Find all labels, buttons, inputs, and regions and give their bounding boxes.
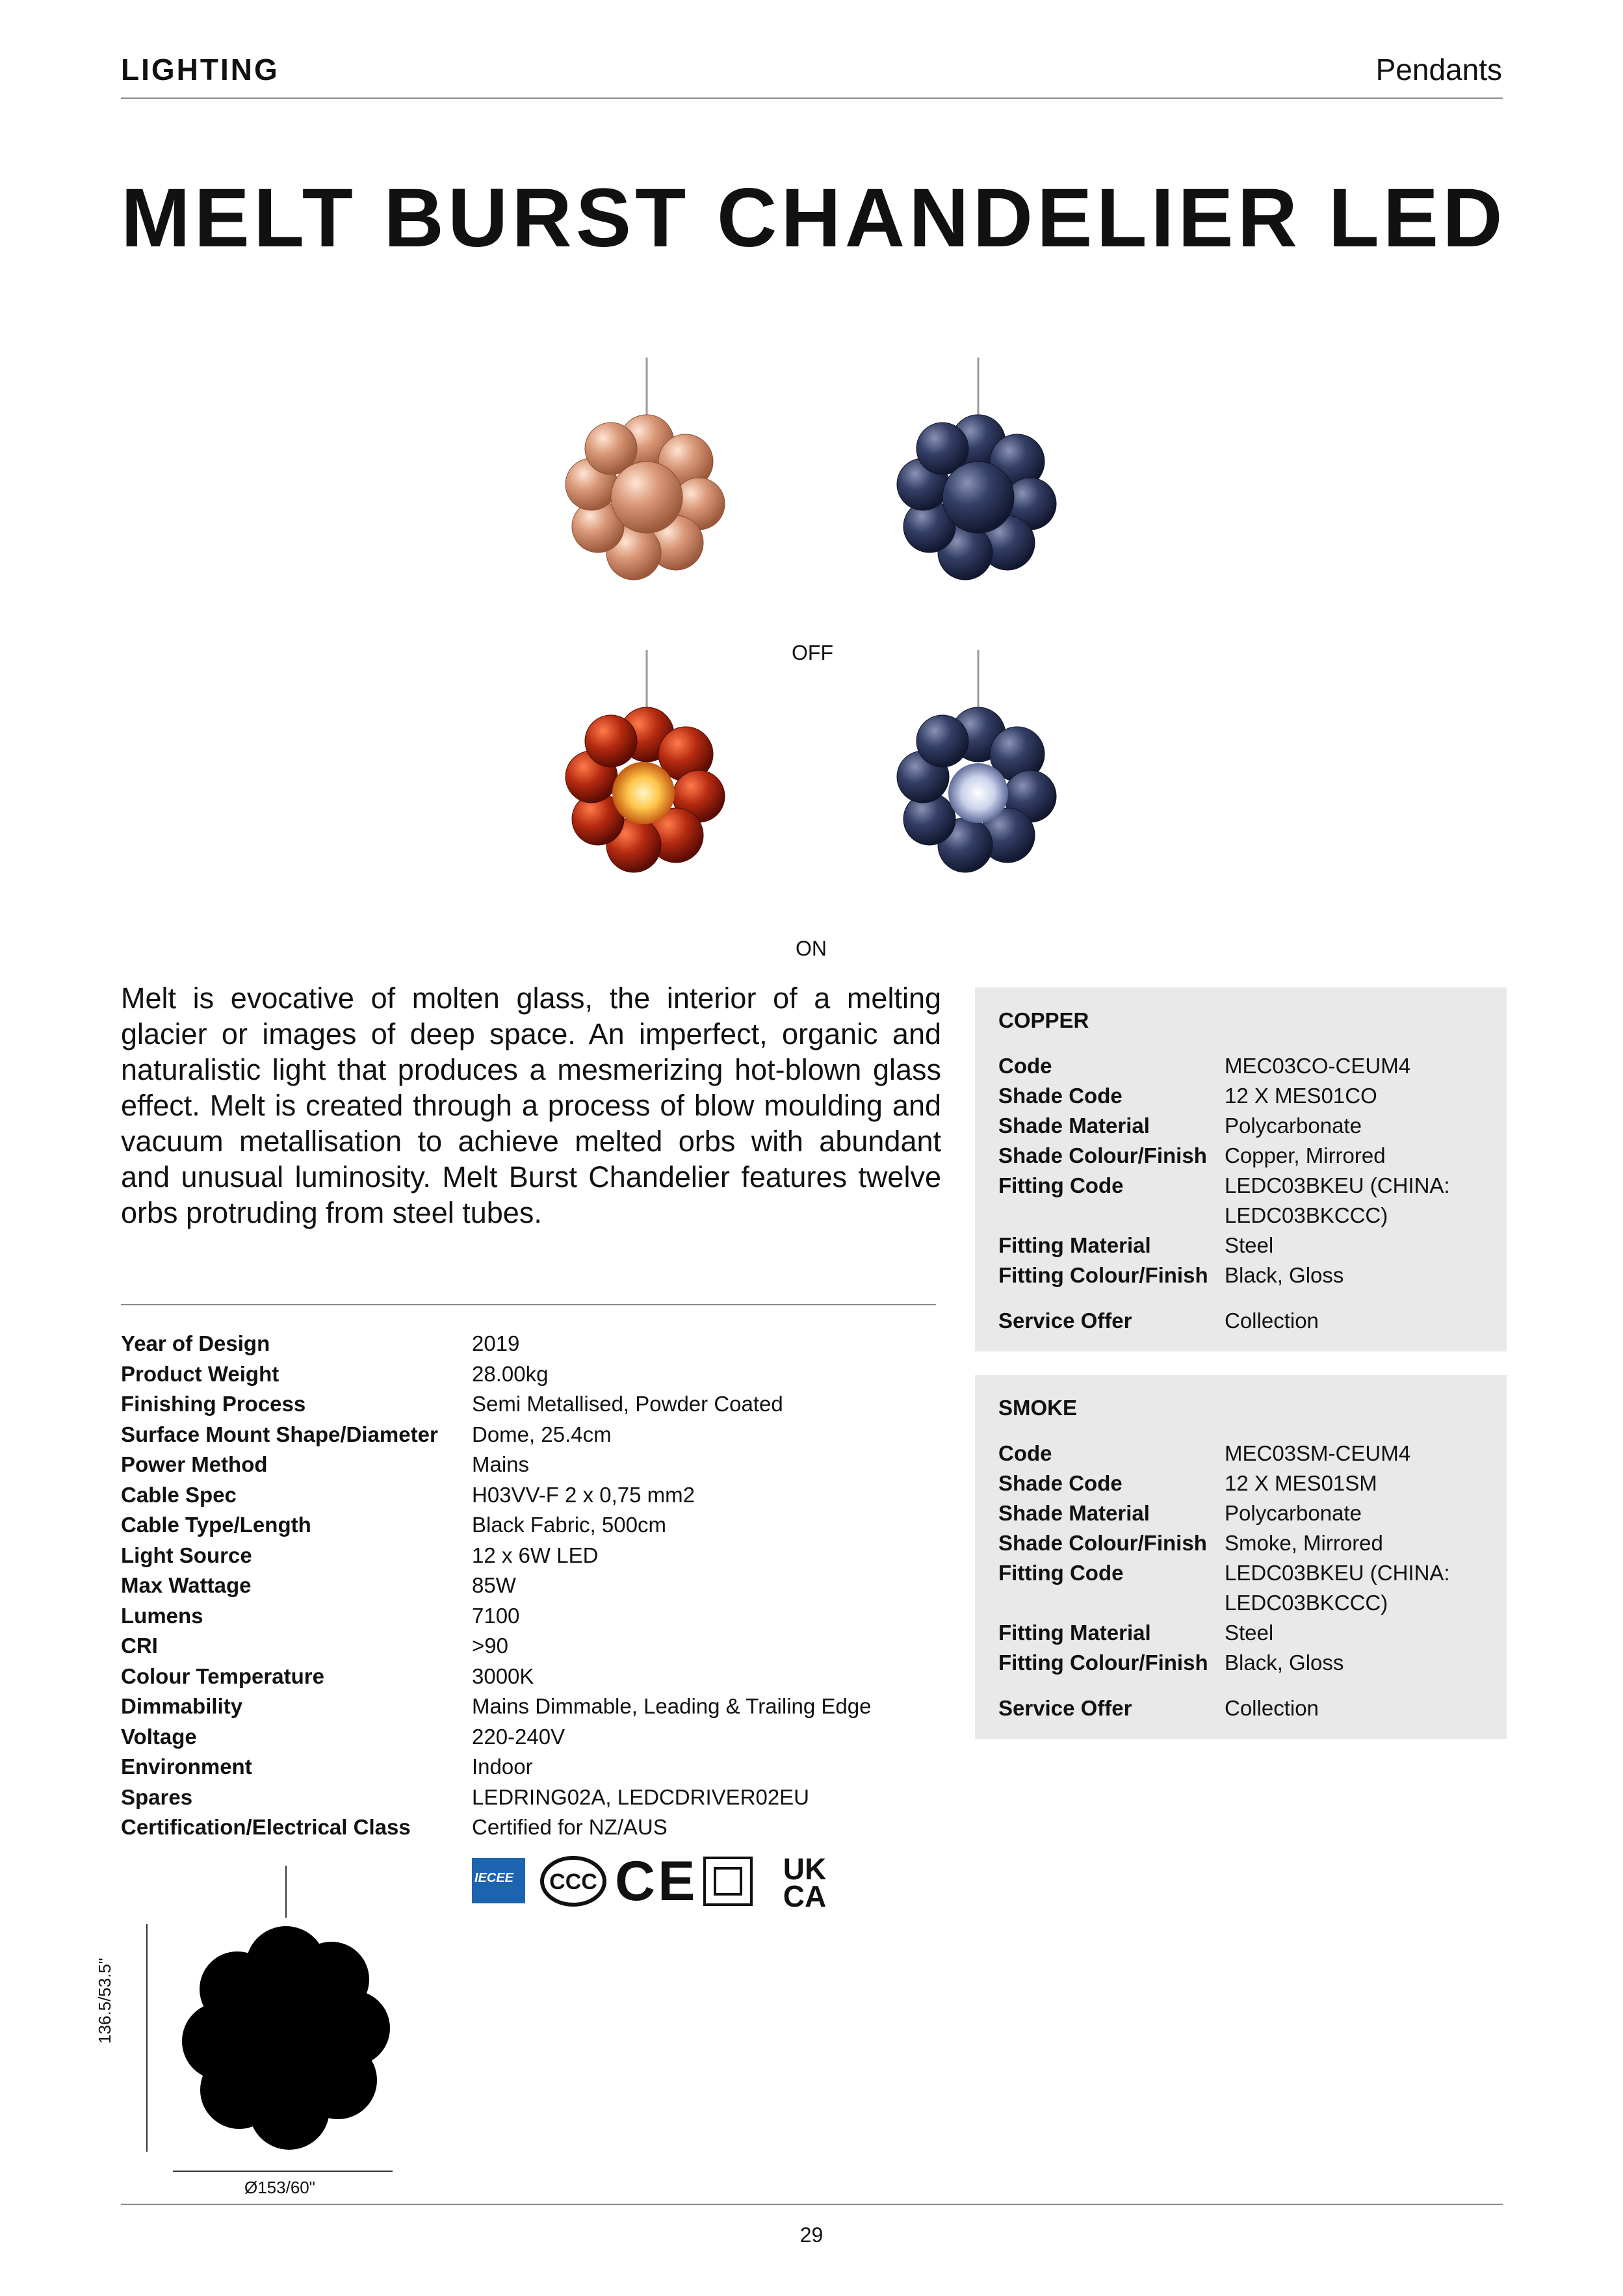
spec-value: Black Fabric, 500cm — [472, 1513, 666, 1537]
iecee-logo-text: IECEE — [474, 1871, 514, 1885]
spec-value: >90 — [472, 1634, 508, 1658]
copper-on-chandelier — [565, 650, 725, 872]
spec-value: 7100 — [472, 1603, 520, 1628]
variant-value: MEC03CO-CEUM4 — [1225, 1054, 1411, 1078]
variant-value: Steel — [1225, 1233, 1274, 1257]
variant-value: Copper, Mirrored — [1225, 1143, 1386, 1168]
product-images — [520, 358, 1105, 904]
spec-value: Mains — [472, 1452, 530, 1476]
spec-label: Max Wattage — [121, 1573, 252, 1597]
spec-label: Dimmability — [121, 1694, 243, 1718]
variant-label: Shade Code — [998, 1084, 1123, 1108]
section-label: Pendants — [1375, 53, 1502, 86]
spec-label: Product Weight — [121, 1361, 279, 1386]
variant-label: Fitting Colour/Finish — [998, 1650, 1208, 1675]
smoke-panel-title: SMOKE — [998, 1396, 1078, 1420]
variant-label: Fitting Code — [998, 1173, 1124, 1197]
variant-value-continued: LEDC03BKCCC) — [1225, 1591, 1388, 1615]
variant-value: 12 X MES01SM — [1225, 1471, 1377, 1495]
variant-label: Shade Colour/Finish — [998, 1531, 1207, 1555]
variant-value: Collection — [1225, 1696, 1319, 1720]
variant-value: Smoke, Mirrored — [1225, 1531, 1383, 1555]
smoke-off-chandelier — [897, 358, 1056, 580]
copper-off-chandelier — [565, 358, 725, 580]
variant-value: Polycarbonate — [1225, 1501, 1362, 1525]
category-label: LIGHTING — [121, 53, 279, 86]
spec-value: Certified for NZ/AUS — [472, 1815, 668, 1839]
spec-value: Mains Dimmable, Leading & Trailing Edge — [472, 1694, 872, 1718]
spec-label: Certification/Electrical Class — [121, 1815, 411, 1839]
spec-value: 85W — [472, 1573, 516, 1597]
variant-value: 12 X MES01CO — [1225, 1084, 1377, 1108]
class-ii-icon — [702, 1855, 754, 1907]
spec-label: Cable Spec — [121, 1482, 237, 1507]
ce-mark: CE — [615, 1850, 698, 1912]
variant-value: Polycarbonate — [1225, 1114, 1362, 1138]
spec-value: H03VV-F 2 x 0,75 mm2 — [472, 1482, 695, 1507]
ccc-logo-text: CCC — [549, 1870, 597, 1894]
page-number: 29 — [799, 2223, 824, 2247]
variant-label: Fitting Code — [998, 1561, 1124, 1585]
smoke-on-chandelier — [897, 650, 1056, 872]
copper-panel — [975, 987, 1507, 1351]
copper-panel-title: COPPER — [998, 1008, 1089, 1032]
ukca-line1: UK — [783, 1852, 827, 1886]
ukca-line2: CA — [783, 1879, 827, 1913]
variant-value: LEDC03BKEU (CHINA: — [1225, 1173, 1450, 1197]
spec-label: Spares — [121, 1784, 193, 1809]
variant-label: Fitting Material — [998, 1621, 1151, 1645]
spec-label: Year of Design — [121, 1331, 270, 1355]
ccc-logo — [539, 1855, 607, 1907]
spec-value: LEDRING02A, LEDCDRIVER02EU — [472, 1784, 810, 1809]
spec-label: Lumens — [121, 1603, 203, 1628]
spec-label: Colour Temperature — [121, 1663, 324, 1688]
spec-value: 220-240V — [472, 1724, 565, 1749]
variant-label: Service Offer — [998, 1696, 1132, 1720]
off-caption: OFF — [792, 641, 833, 664]
spec-value: 28.00kg — [472, 1361, 549, 1386]
variant-label: Shade Colour/Finish — [998, 1143, 1207, 1168]
variant-label: Shade Material — [998, 1114, 1150, 1138]
variant-value-continued: LEDC03BKCCC) — [1225, 1203, 1388, 1227]
spec-label: Environment — [121, 1755, 252, 1779]
variant-label: Fitting Material — [998, 1233, 1151, 1257]
spec-label: CRI — [121, 1634, 158, 1658]
spec-label: Surface Mount Shape/Diameter — [121, 1422, 438, 1446]
spec-label: Finishing Process — [121, 1392, 306, 1416]
header-rule — [121, 98, 1503, 99]
diameter-dimension: Ø153/60" — [244, 2178, 315, 2197]
page-title: MELT BURST CHANDELIER LED — [121, 172, 1507, 265]
variant-label: Fitting Colour/Finish — [998, 1263, 1208, 1287]
variant-label: Shade Material — [998, 1501, 1150, 1525]
height-dimension: 136.5/53.5" — [95, 1957, 114, 2044]
spec-label: Voltage — [121, 1724, 197, 1749]
spec-label: Power Method — [121, 1452, 268, 1476]
variant-value: Black, Gloss — [1225, 1263, 1344, 1287]
spec-value: Dome, 25.4cm — [472, 1422, 612, 1446]
product-description: Melt is evocative of molten glass, the interior of a melting glacier or images of deep space. An imperfect, organic and naturalistic light that produces a mesmerizing hot-blown glass effect. Melt is created through a process of blow moulding and vacuum metallisation to achieve melted orbs with abundant and unusual luminosity. Melt Burst Chandelier features twelve orbs protruding from steel tubes. — [121, 982, 941, 1229]
variant-label: Code — [998, 1441, 1052, 1465]
spec-value: Indoor — [472, 1755, 533, 1779]
variant-value: Steel — [1225, 1621, 1274, 1645]
spec-value: Semi Metallised, Powder Coated — [472, 1392, 783, 1416]
ukca-mark — [773, 1852, 836, 1913]
spec-value: 2019 — [472, 1331, 520, 1355]
spec-value: 12 x 6W LED — [472, 1543, 599, 1567]
dimension-drawing — [123, 1866, 416, 2204]
variant-value: Collection — [1225, 1309, 1319, 1333]
chandelier-silhouette — [182, 1926, 390, 2150]
iecee-logo — [472, 1858, 525, 1903]
variant-label: Shade Code — [998, 1471, 1123, 1495]
spec-label: Light Source — [121, 1543, 252, 1567]
variant-value: MEC03SM-CEUM4 — [1225, 1441, 1411, 1465]
variant-value: LEDC03BKEU (CHINA: — [1225, 1561, 1450, 1585]
smoke-panel — [975, 1375, 1507, 1739]
description-rule — [121, 1304, 936, 1305]
spec-label: Cable Type/Length — [121, 1513, 311, 1537]
variant-label: Service Offer — [998, 1309, 1132, 1333]
spec-value: 3000K — [472, 1663, 534, 1688]
footer-rule — [121, 2204, 1503, 2205]
on-caption: ON — [796, 937, 827, 960]
variant-value: Black, Gloss — [1225, 1650, 1344, 1675]
variant-label: Code — [998, 1054, 1052, 1078]
